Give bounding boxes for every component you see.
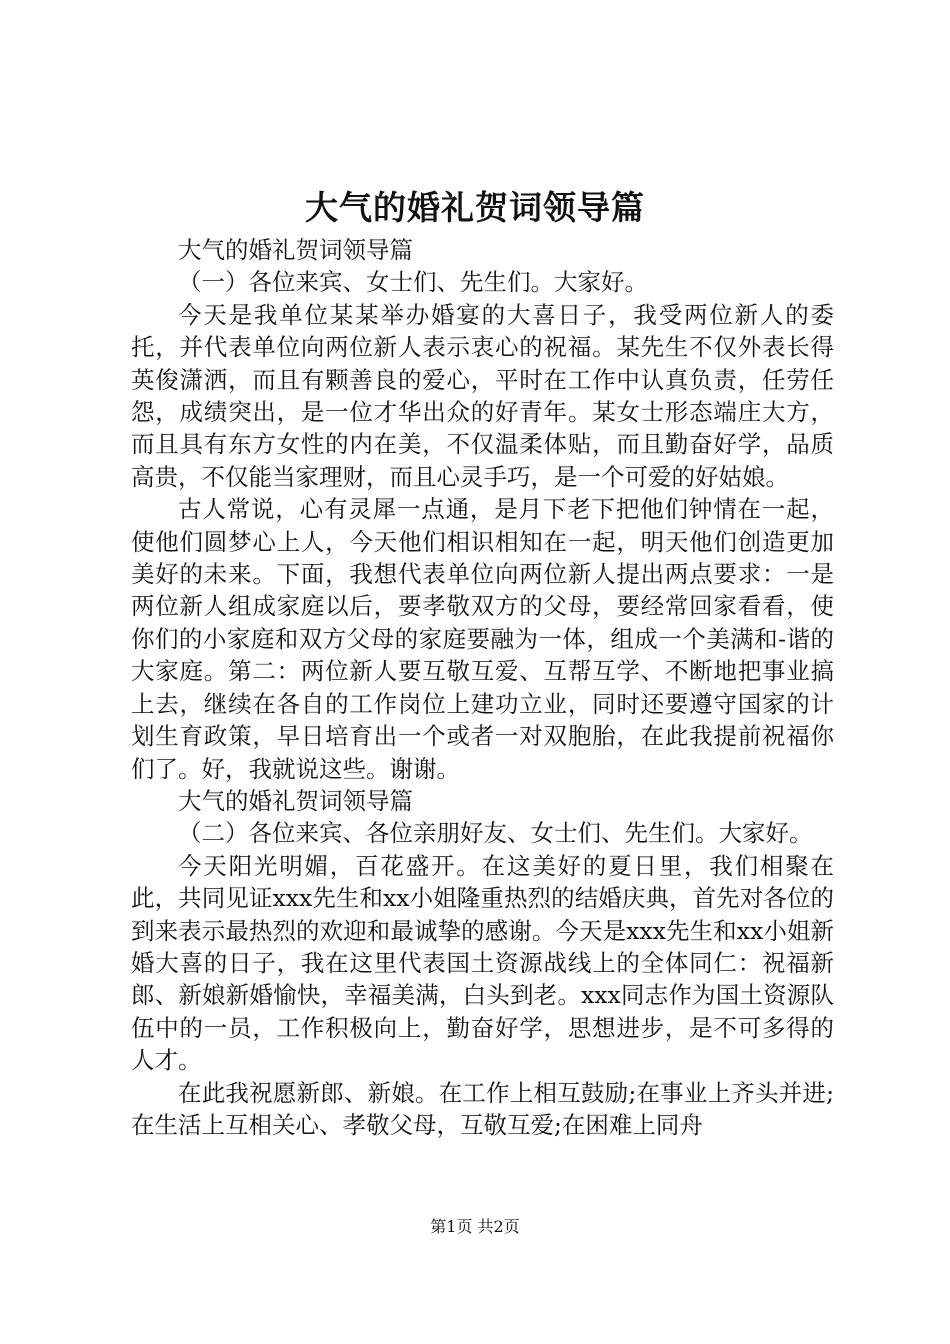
greeting-1: （一）各位来宾、女士们、先生们。大家好。 bbox=[178, 268, 648, 297]
greeting-2: （二）各位来宾、各位亲朋好友、女士们、先生们。大家好。 bbox=[178, 819, 813, 848]
body-paragraph: 今天阳光明媚，百花盛开。在这美好的夏日里，我们相聚在此，共同见证xxx先生和xx小姐隆重热烈的结婚庆典，首先对各位的到来表示最热烈的欢迎和最诚挚的感谢。今天是xxx先生和xx小姐新婚大喜的日子，我在这里代表国土资源战线上的全体同仁：祝福新郎、新娘新婚愉快，幸福美满，白头到老。xxx同志作为国土资源队伍中的一员，工作积极向上，勤奋好学，思想进步，是不可多得的人才。 bbox=[131, 851, 834, 1075]
section-heading-2: 大气的婚礼贺词领导篇 bbox=[178, 786, 413, 815]
body-paragraph: 古人常说，心有灵犀一点通，是月下老下把他们钟情在一起，使他们圆梦心上人，今天他们相识相知在一起，明天他们创造更加美好的未来。下面，我想代表单位向两位新人提出两点要求：一是两位新人组成家庭以后，要孝敬双方的父母，要经常回家看看，使你们的小家庭和双方父母的家庭要融为一体，组成一个美满和-谐的大家庭。第二：两位新人要互敬互爱、互帮互学、不断地把事业搞上去，继续在各自的工作岗位上建功立业，同时还要遵守国家的计划生育政策，早日培育出一个或者一对双胞胎，在此我提前祝福你们了。好，我就说这些。谢谢。 bbox=[131, 495, 834, 783]
document-body bbox=[131, 234, 834, 1141]
section-heading-1: 大气的婚礼贺词领导篇 bbox=[178, 236, 413, 264]
body-paragraph: 在此我祝愿新郎、新娘。在工作上相互鼓励;在事业上齐头并进;在生活上互相关心、孝敬父母，互敬互爱;在困难上同舟 bbox=[131, 1078, 834, 1139]
document-title: 大气的婚礼贺词领导篇 bbox=[305, 188, 645, 227]
page-footer: 第1页 共2页 bbox=[430, 1217, 520, 1236]
body-paragraph: 今天是我单位某某举办婚宴的大喜日子，我受两位新人的委托，并代表单位向两位新人表示衷心的祝福。某先生不仅外表长得英俊潇洒，而且有颗善良的爱心，平时在工作中认真负责，任劳任怨，成绩突出，是一位才华出众的好青年。某女士形态端庄大方，而且具有东方女性的内在美，不仅温柔体贴，而且勤奋好学，品质高贵，不仅能当家理财，而且心灵手巧，是一个可爱的好姑娘。 bbox=[131, 300, 834, 491]
